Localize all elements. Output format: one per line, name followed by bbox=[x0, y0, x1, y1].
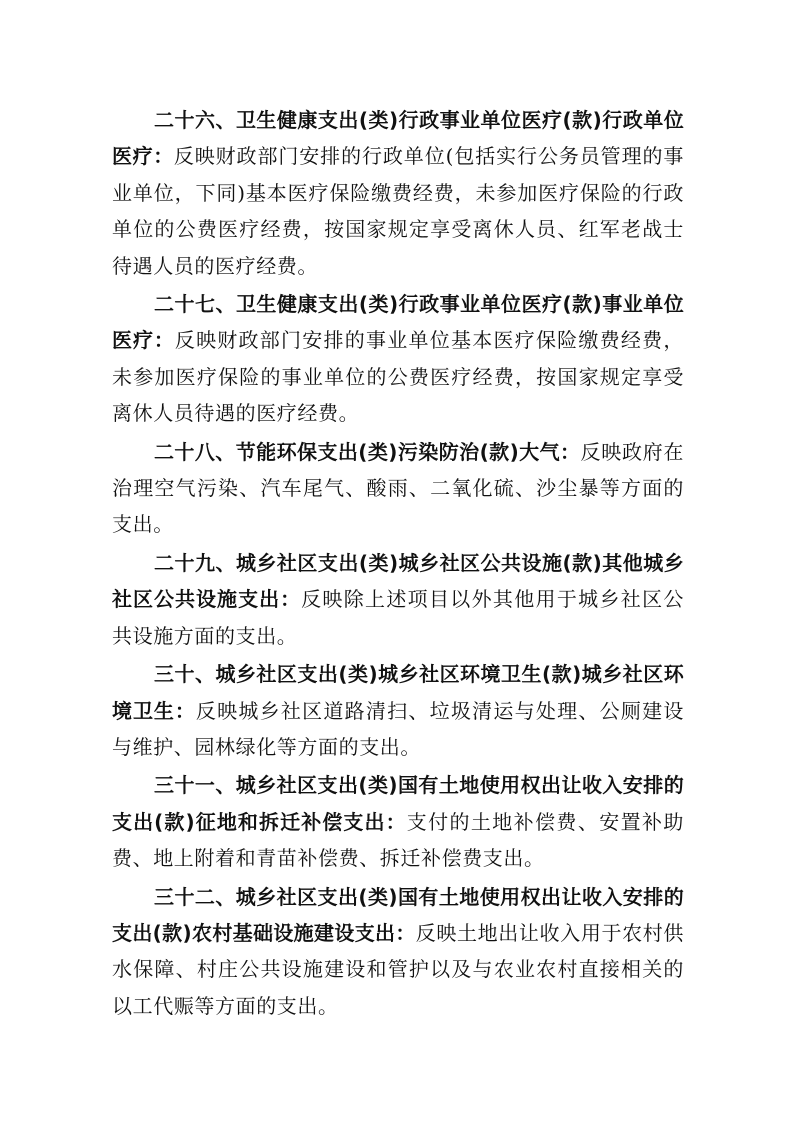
paragraph-text: 支付的土地补偿费、安置补助费、地上附着和青苗补偿费、拆迁补偿费支出。 bbox=[112, 809, 685, 871]
paragraph-item-32 bbox=[112, 879, 684, 1025]
paragraph-heading: 二十八、节能环保支出(类)污染防治(款)大气： bbox=[154, 439, 581, 464]
paragraph-item-30 bbox=[112, 656, 684, 765]
paragraph-text: 反映政府在治理空气污染、汽车尾气、酸雨、二氧化硫、沙尘暴等方面的支出。 bbox=[112, 439, 685, 537]
paragraph-text: 反映财政部门安排的事业单位基本医疗保险缴费经费，未参加医疗保险的事业单位的公费医疗经费，按国家规定享受离休人员待遇的医疗经费。 bbox=[112, 328, 684, 426]
paragraph-text: 反映城乡社区道路清扫、垃圾清运与处理、公厕建设与维护、园林绿化等方面的支出。 bbox=[112, 698, 684, 759]
paragraph-heading: 三十、城乡社区支出(类)城乡社区环境卫生(款)城乡社区环境卫生： bbox=[112, 662, 684, 723]
paragraph-heading: 二十九、城乡社区支出(类)城乡社区公共设施(款)其他城乡社区公共设施支出： bbox=[112, 550, 684, 612]
paragraph-text: 反映除上述项目以外其他用于城乡社区公共设施方面的支出。 bbox=[112, 587, 684, 648]
paragraph-item-31 bbox=[112, 767, 684, 876]
paragraph-heading: 二十六、卫生健康支出(类)行政事业单位医疗(款)行政单位医疗： bbox=[112, 108, 684, 169]
document-body bbox=[112, 102, 684, 1026]
paragraph-heading: 三十二、城乡社区支出(类)国有土地使用权出让收入安排的支出(款)农村基础设施建设支出： bbox=[112, 884, 684, 945]
paragraph-item-29 bbox=[112, 545, 684, 654]
paragraph-heading: 三十一、城乡社区支出(类)国有土地使用权出让收入安排的支出(款)征地和拆迁补偿支出： bbox=[112, 773, 684, 834]
paragraph-text: 反映财政部门安排的行政单位(包括实行公务员管理的事业单位，下同)基本医疗保险缴费经费，未参加医疗保险的行政单位的公费医疗经费，按国家规定享受离休人员、红军老战士待遇人员的医疗经费。 bbox=[112, 144, 684, 278]
paragraph-heading: 二十七、卫生健康支出(类)行政事业单位医疗(款)事业单位医疗： bbox=[112, 292, 684, 353]
paragraph-item-26 bbox=[112, 102, 684, 284]
paragraph-item-27 bbox=[112, 286, 684, 432]
paragraph-item-28 bbox=[112, 434, 684, 543]
paragraph-text: 反映土地出让收入用于农村供水保障、村庄公共设施建设和管护以及与农业农村直接相关的以工代赈等方面的支出。 bbox=[112, 920, 684, 1018]
